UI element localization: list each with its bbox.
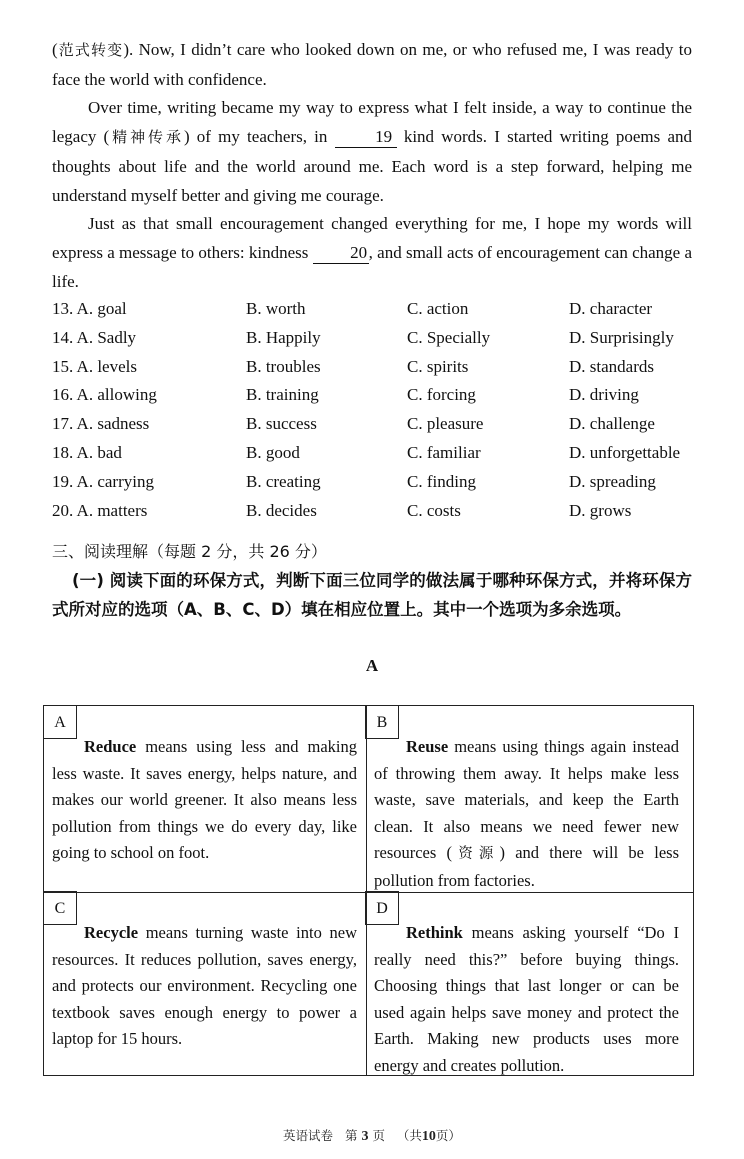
option: D. challenge: [569, 414, 655, 434]
total-pages: 10: [421, 1129, 436, 1144]
section-instruction: (一) 阅读下面的环保方式，判断下面三位同学的做法属于哪种环保方式，并将环保方式所对应的选项（A、B、C、D）填在相应位置上。其中一个选项为多余选项。: [52, 571, 692, 619]
option: D. unforgettable: [569, 442, 681, 462]
option-row: [52, 324, 702, 353]
option-row: [52, 410, 702, 439]
answer-options: [52, 295, 702, 525]
option: D. grows: [569, 500, 632, 520]
option: C. costs: [407, 500, 461, 520]
blank-19[interactable]: 19: [335, 127, 397, 148]
option: D. character: [569, 299, 653, 318]
card-text: Reuse means using things again instead of throwing them away. It helps make less waste, save materials, and keep the Earth clean. It also means we need fewer new resources (资源) and there will be less pollution from factories.: [374, 737, 680, 890]
option: 20. A. matters: [52, 500, 148, 520]
passage-paragraph-2: Over time, writing became my way to express what I felt inside, a way to continue the legacy (精神传承) of my teachers, in 19 kind words. I started writing poems and thoughts about life and the world around me. Each word is a step forward, helping me understand myself better and giving me courage.: [52, 98, 693, 205]
option: 16. A. allowing: [52, 385, 157, 405]
page-number: 3: [361, 1129, 369, 1144]
option: D. standards: [569, 356, 654, 376]
option-row: [52, 497, 702, 526]
card-term: Rethink: [406, 923, 463, 942]
option: B. worth: [246, 299, 306, 318]
card-text: Reduce means using less and making less waste. It saves energy, helps nature, and makes our world greener. It also means less pollution from things we do every day, like going to school on foot.: [52, 737, 357, 862]
passage-label: A: [365, 656, 379, 675]
option-row: [52, 439, 702, 468]
option: D. driving: [569, 385, 639, 405]
blank-20[interactable]: 20: [313, 243, 369, 264]
option: C. pleasure: [407, 414, 484, 434]
card-term: Reuse: [406, 737, 449, 756]
card-text: Recycle means turning waste into new resources. It reduces pollution, saves energy, and protects our environment. Recycling one textbook saves enough energy to power a laptop for 15 hours.: [52, 923, 357, 1048]
option: C. familiar: [407, 442, 481, 462]
option: 19. A. carrying: [52, 471, 154, 491]
option: B. creating: [246, 471, 321, 491]
option: B. decides: [246, 500, 317, 520]
option: 14. A. Sadly: [52, 327, 137, 347]
option-row: [52, 468, 702, 497]
option: D. Surprisingly: [569, 327, 674, 347]
card-term: Recycle: [84, 923, 139, 942]
option-row: [52, 295, 702, 324]
card-letter: A: [43, 705, 77, 739]
passage-paragraph-1: (范式转变). Now, I didn’t care who looked down on me, or who refused me, I was ready to face the world with confidence.: [52, 40, 692, 89]
option: 17. A. sadness: [52, 414, 150, 434]
option: 15. A. levels: [52, 356, 137, 376]
card-letter: C: [43, 891, 77, 925]
card-term: Reduce: [84, 737, 137, 756]
option-row: [52, 381, 702, 410]
option: C. forcing: [407, 385, 476, 405]
chinese-gloss: 范式转变: [57, 41, 124, 59]
eco-methods-grid: [43, 705, 694, 1076]
option: 13. A. goal: [52, 299, 127, 318]
passage-paragraph-3: Just as that small encouragement changed everything for me, I hope my words will express a message to others: kindness 20, and small acts of encouragement can change a life.: [52, 214, 693, 291]
card-text: Rethink means asking yourself “Do I really need this?” before buying things. Choosing things that last longer or can be used again helps save money and protect the Earth. Making new products uses more energy and creates pollution.: [374, 923, 679, 1075]
option-row: [52, 353, 702, 382]
chinese-gloss: 精神传承: [109, 128, 184, 146]
option: C. Specially: [407, 327, 491, 347]
option: B. troubles: [246, 356, 321, 376]
option: C. action: [407, 299, 469, 318]
section-title: 三、阅读理解（每题 2 分，共 26 分）: [52, 542, 327, 561]
option: B. success: [246, 414, 317, 434]
option: D. spreading: [569, 471, 656, 491]
option: C. finding: [407, 471, 476, 491]
option: B. training: [246, 385, 319, 405]
page-footer: 英语试卷 第 3 页 （共10页）: [283, 1128, 461, 1144]
option: 18. A. bad: [52, 442, 122, 462]
chinese-gloss: 资源: [452, 846, 500, 862]
option: B. Happily: [246, 327, 321, 347]
option: B. good: [246, 442, 300, 462]
card-letter: B: [365, 705, 399, 739]
option: C. spirits: [407, 356, 469, 376]
card-letter: D: [365, 891, 399, 925]
